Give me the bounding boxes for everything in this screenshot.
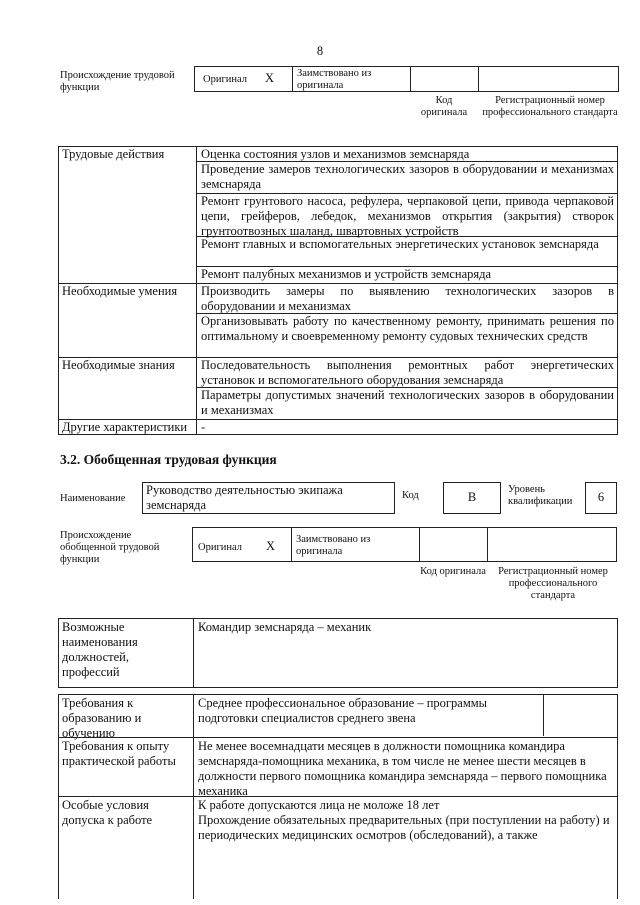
skill-item: Производить замеры по выявлению технологических зазоров в оборудовании и механизмах (201, 284, 614, 313)
labor-action-item: Проведение замеров технологических зазоров в оборудовании и механизмах земснаряда (201, 162, 614, 191)
gen-borrowed-label: Заимствовано из оригинала (296, 534, 371, 557)
education-value: Среднее профессиональное образование – программы подготовки специалистов среднего звена (198, 696, 488, 725)
knowledge-label: Необходимые знания (62, 358, 175, 372)
labor-action-item: Оценка состояния узлов и механизмов земснаряда (201, 147, 470, 161)
special-conditions-label: Особые условия допуска к работе (62, 798, 153, 827)
labor-action-item: Ремонт главных и вспомогательных энергетических установок земснаряда (201, 237, 599, 251)
education-label: Требования к образованию и обучению (62, 696, 142, 740)
knowledge-item: Последовательность выполнения ремонтных работ энергетических установок и вспомогательного оборудования земснаряда (201, 358, 614, 387)
origin-label: Происхождение трудовой функции (60, 70, 175, 93)
name-label: Наименование (60, 493, 126, 504)
special-conditions-value: Прохождение обязательных предварительных (при поступлении на работу) и периодических медицинских осмотров (обследований), а также (198, 813, 610, 842)
labor-action-item: Ремонт грунтового насоса, рефулера, черпаковой цепи, привода черпаковой цепи, грейферов, лебедок, механизмов открытия (закрытия) створок грунтоотвозных шаланд, швартовных устройств (201, 194, 614, 238)
gen-origin-label: Происхождение обобщенной трудовой функции (60, 530, 160, 565)
experience-value: Не менее восемнадцати месяцев в должности помощника командира земснаряда-помощника механика, в том числе не менее шести месяцев в должности первого помощника командира земснаряда – первого помощника механика (198, 739, 607, 798)
gen-original-label: Оригинал (198, 542, 242, 553)
knowledge-item: Параметры допустимых значений технологических зазоров в оборудовании и механизмах (201, 388, 614, 417)
reg-number-label: Регистрационный номер профессионального стандарта (482, 95, 618, 118)
page-number: 8 (316, 44, 324, 58)
gen-reg-number-label: Регистрационный номер профессионального стандарта (498, 566, 608, 601)
x-mark: X (265, 71, 275, 85)
qualification-level-label: Уровень квалификации (508, 484, 573, 507)
gen-x-mark: X (266, 539, 276, 553)
experience-label: Требования к опыту практической работы (62, 739, 176, 768)
code-original-label: Код оригинала (420, 95, 468, 118)
skill-item: Организовывать работу по качественному ремонту, принимать решения по оптимальному и своевременному ремонту судовых технических средств (201, 314, 614, 343)
section-heading: 3.2. Обобщенная трудовая функция (60, 452, 277, 467)
special-conditions-value: К работе допускаются лица не моложе 18 лет (198, 798, 440, 812)
skills-label: Необходимые умения (62, 284, 178, 298)
other-characteristics-label: Другие характеристики (62, 420, 188, 434)
code-label: Код (402, 490, 419, 501)
positions-value: Командир земснаряда – механик (198, 620, 372, 634)
level-value: 6 (597, 490, 605, 504)
labor-actions-label: Трудовые действия (62, 147, 165, 161)
other-characteristics-value: - (201, 420, 206, 434)
name-value: Руководство деятельностью экипажа земснаряда (146, 483, 343, 512)
gen-code-original-label: Код оригинала (420, 566, 486, 577)
labor-action-item: Ремонт палубных механизмов и устройств земснаряда (201, 267, 492, 281)
borrowed-label: Заимствовано из оригинала (297, 68, 372, 91)
original-label: Оригинал (203, 74, 247, 85)
code-value: B (467, 490, 477, 504)
positions-label: Возможные наименования должностей, профессий (62, 620, 138, 679)
